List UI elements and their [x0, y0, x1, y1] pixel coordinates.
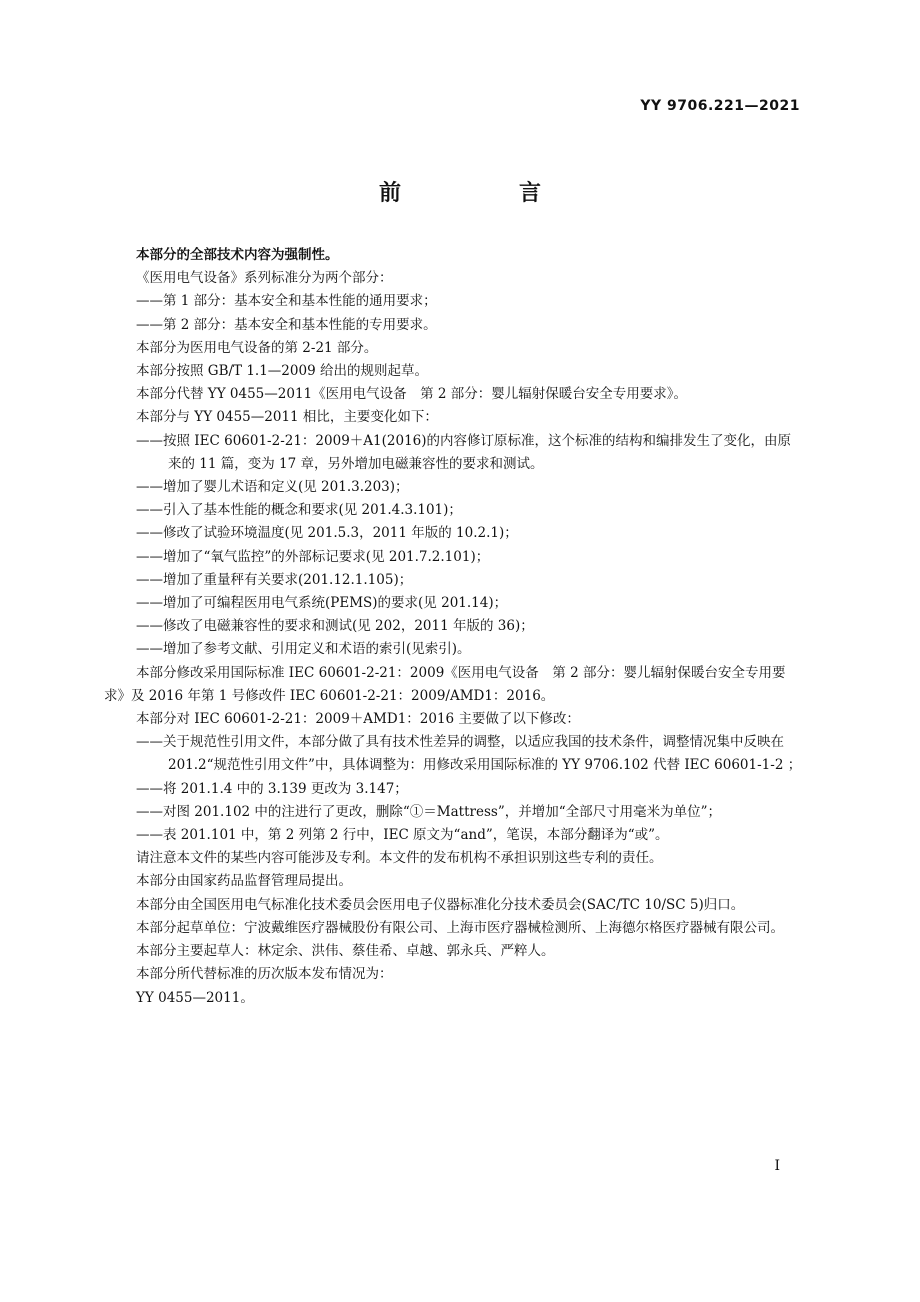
paragraph: 本部分修改采用国际标准 IEC 60601-2-21：2009《医用电气设备 第 2 部分：婴儿辐射保暖台安全专用要求》及 2016 年第 1 号修改件 IEC 60601-2-21：2009/AMD1：2016。: [104, 664, 786, 704]
list-item: ——引入了基本性能的概念和要求(见 201.4.3.101)；: [136, 502, 462, 519]
document-code: YY 9706.221—2021: [640, 98, 800, 114]
paragraph: 本部分按照 GB/T 1.1—2009 给出的规则起草。: [136, 363, 428, 380]
list-item: ——增加了可编程医用电气系统(PEMS)的要求(见 201.14)；: [136, 595, 508, 612]
list-item: ——增加了“氧气监控”的外部标记要求(见 201.7.2.101)；: [136, 548, 490, 565]
paragraph: 本部分对 IEC 60601-2-21：2009＋AMD1：2016 主要做了以下修改：: [136, 711, 580, 728]
paragraph: 本部分为医用电气设备的第 2-21 部分。: [136, 339, 378, 356]
paragraph: 本部分的全部技术内容为强制性。: [136, 247, 339, 263]
foreword-body: [104, 244, 804, 1010]
paragraph: 本部分由全国医用电气标准化技术委员会医用电子仪器标准化分技术委员会(SAC/TC 10/SC 5)归口。: [136, 896, 745, 913]
paragraph: 本部分所代替标准的历次版本发布情况为：: [136, 966, 393, 983]
list-item: ——对图 201.102 中的注进行了更改，删除“①＝Mattress”，并增加“全部尺寸用毫米为单位”；: [136, 803, 722, 820]
paragraph: 本部分主要起草人：林定余、洪伟、蔡佳希、卓越、郭永兵、严粹人。: [136, 943, 555, 960]
paragraph: 本部分与 YY 0455—2011 相比，主要变化如下：: [136, 409, 438, 426]
list-item: ——表 201.101 中，第 2 列第 2 行中，IEC 原文为“and”，笔误，本部分翻译为“或”。: [136, 827, 669, 844]
paragraph: 本部分代替 YY 0455—2011《医用电气设备 第 2 部分：婴儿辐射保暖台安全专用要求》。: [136, 386, 688, 403]
list-item: ——增加了婴儿术语和定义(见 201.3.203)；: [136, 479, 409, 496]
page-title: 前 言: [378, 181, 589, 206]
list-item: ——第 2 部分：基本安全和基本性能的专用要求。: [136, 316, 437, 333]
list-item: ——关于规范性引用文件，本部分做了具有技术性差异的调整，以适应我国的技术条件，调整情况集中反映在 201.2“规范性引用文件”中，具体调整为：用修改采用国际标准的 YY 9706.102 代替 IEC 60601-1-2 ；: [136, 734, 802, 774]
paragraph: 本部分起草单位：宁波戴维医疗器械股份有限公司、上海市医疗器械检测所、上海德尔格医疗器械有限公司。: [136, 919, 784, 936]
paragraph: YY 0455—2011。: [136, 989, 254, 1006]
paragraph: 请注意本文件的某些内容可能涉及专利。本文件的发布机构不承担识别这些专利的责任。: [136, 850, 663, 867]
page-number: I: [774, 1158, 780, 1174]
list-item: ——第 1 部分：基本安全和基本性能的通用要求；: [136, 293, 437, 310]
list-item: ——增加了参考文献、引用定义和术语的索引(见索引)。: [136, 641, 471, 658]
paragraph: 《医用电气设备》系列标准分为两个部分：: [136, 270, 393, 287]
list-item: ——修改了试验环境温度(见 201.5.3，2011 年版的 10.2.1)；: [136, 525, 518, 542]
paragraph: 本部分由国家药品监督管理局提出。: [136, 873, 352, 890]
list-item: ——修改了电磁兼容性的要求和测试(见 202，2011 年版的 36)；: [136, 618, 534, 635]
list-item: ——将 201.1.4 中的 3.139 更改为 3.147；: [136, 780, 408, 797]
list-item: ——增加了重量秤有关要求(201.12.1.105)；: [136, 571, 413, 588]
list-item: ——按照 IEC 60601-2-21：2009＋A1(2016)的内容修订原标准，这个标准的结构和编排发生了变化，由原来的 11 篇，变为 17 章，另外增加电磁兼容性的要求和测试。: [136, 432, 792, 472]
